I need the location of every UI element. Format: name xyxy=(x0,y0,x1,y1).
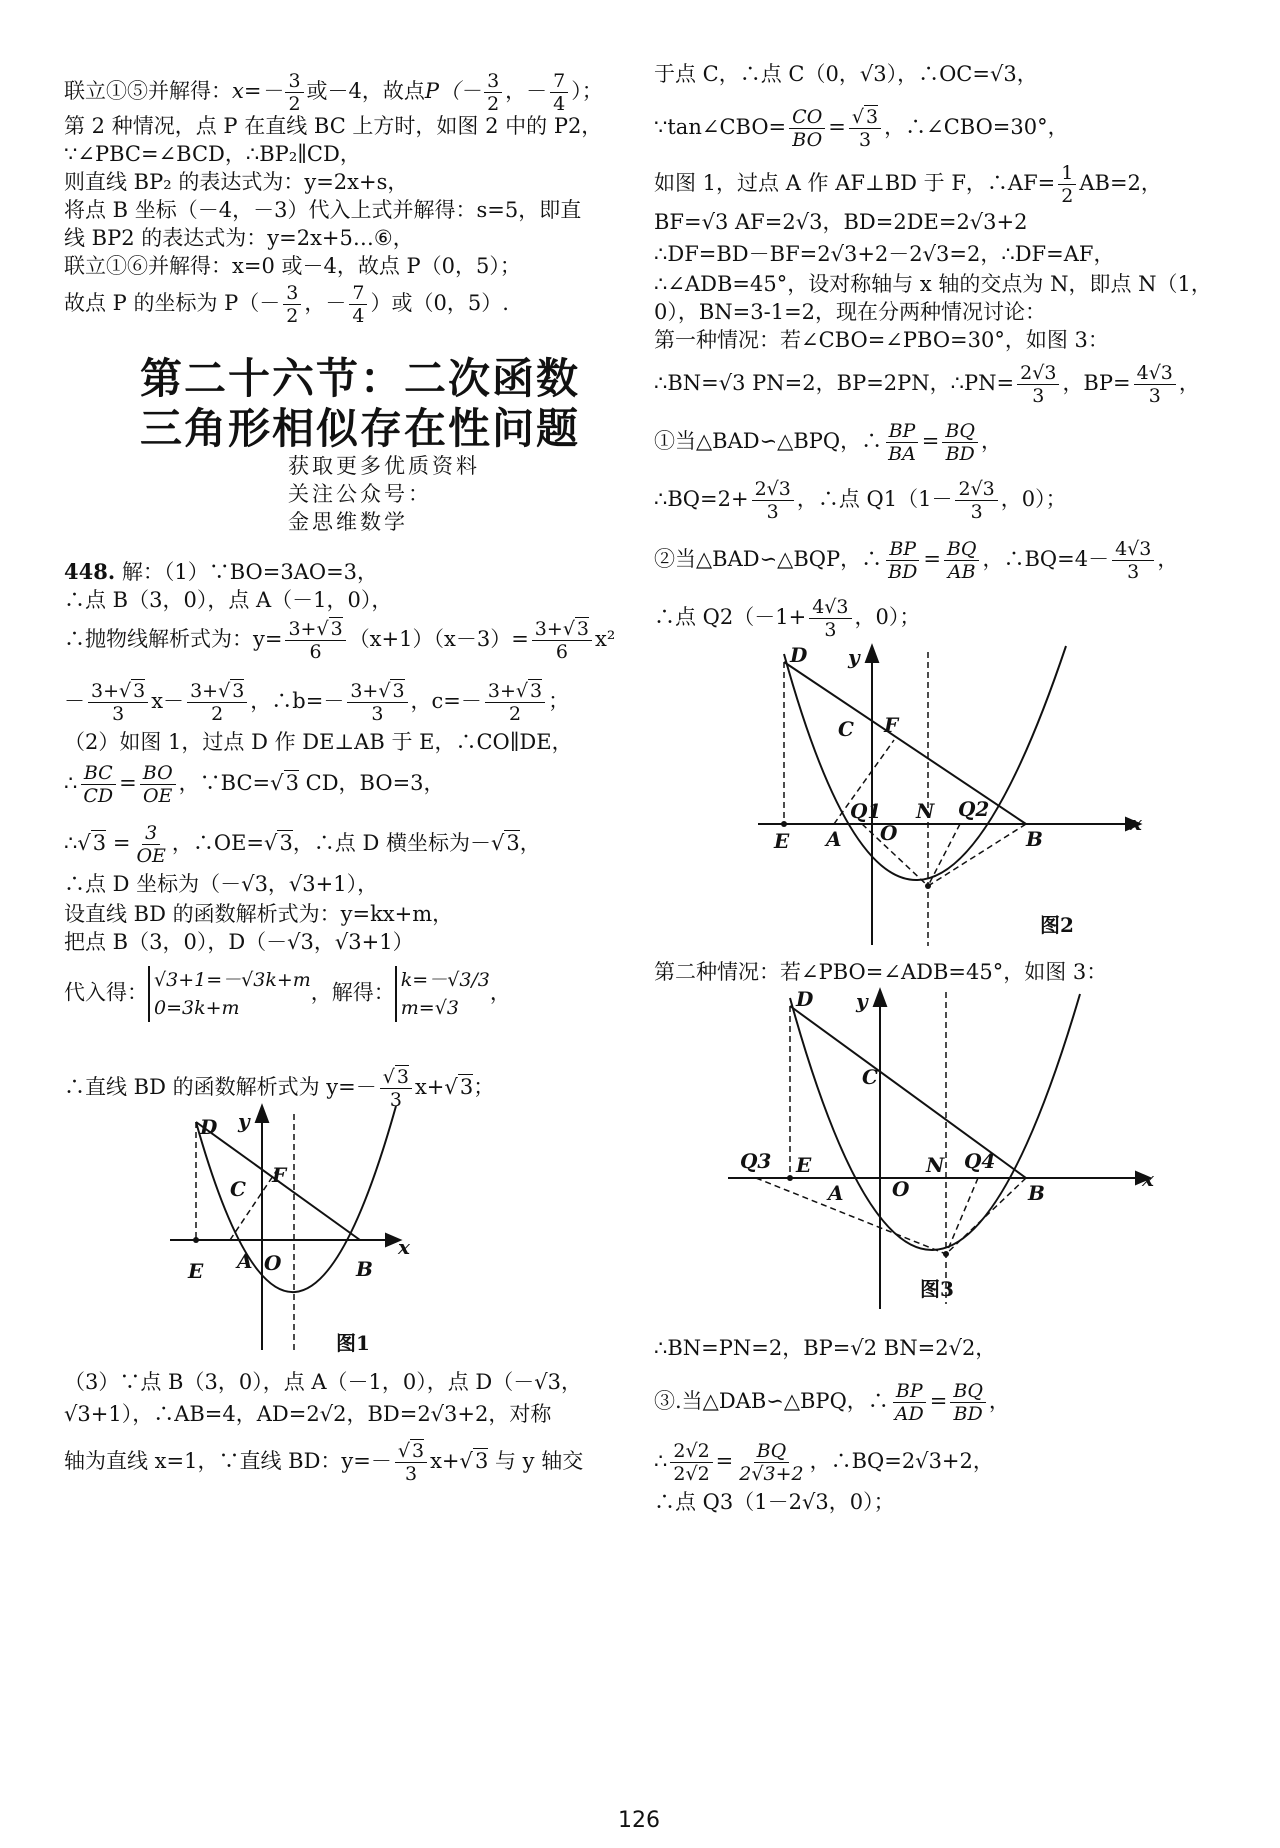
text-span: ，∵BC= xyxy=(178,771,271,795)
point-p xyxy=(925,883,931,889)
numerator: 4√3 xyxy=(809,596,851,619)
numerator: BC xyxy=(81,762,116,785)
label-y: y xyxy=(856,989,868,1013)
denominator: BO xyxy=(792,129,823,151)
y-axis-arrow-icon xyxy=(866,646,878,662)
numerator: √ 3 xyxy=(380,1066,412,1089)
text-line: ∴√ 3 = $\frac{3}{OE}$ ，∴OE=√ 3，∴点 D 横坐标为－√ 3， xyxy=(64,822,541,867)
fraction xyxy=(347,680,407,725)
section-title: 第二十六节：二次函数 xyxy=(140,354,581,403)
denominator: BD xyxy=(945,443,975,465)
fraction xyxy=(532,618,592,663)
text-span: AB=2， xyxy=(1079,171,1162,195)
text-line: ∴DF=BD－BF=2√3+2－2√3=2，∴DF=AF， xyxy=(654,242,1115,266)
text-line xyxy=(654,1380,1010,1425)
numerator: 3 xyxy=(283,282,301,305)
text-span: 3+ xyxy=(190,680,219,702)
promo-line: 金思维数学 xyxy=(288,510,408,534)
denominator: 2√3+2 xyxy=(739,1463,804,1485)
text-span: 如图 1，过点 A 作 AF⊥BD 于 F，∴AF= xyxy=(654,171,1056,195)
label-n: N xyxy=(916,799,935,823)
numerator: 3 xyxy=(142,822,160,845)
label-a: A xyxy=(237,1249,253,1273)
text-span: ∴ xyxy=(654,1449,668,1473)
label-x: x xyxy=(1130,811,1142,835)
text-line xyxy=(654,162,1162,207)
fraction xyxy=(550,70,568,115)
text-line xyxy=(64,618,615,663)
label-q4: Q4 xyxy=(964,1149,996,1173)
text-line: 第 2 种情况，点 P 在直线 BC 上方时，如图 2 中的 P2， xyxy=(64,114,603,138)
denominator: 2 xyxy=(288,93,301,115)
text-span: ∴ xyxy=(64,831,78,855)
point-e xyxy=(781,821,787,827)
denominator: BD xyxy=(888,561,918,583)
numerator: 2√3 xyxy=(955,478,997,501)
label-c: C xyxy=(862,1065,878,1089)
fraction xyxy=(187,680,247,725)
denominator: OE xyxy=(142,785,173,807)
label-n: N xyxy=(926,1153,945,1177)
text-span: ∴BN=√3 PN=2，BP=2PN，∴PN= xyxy=(654,371,1015,395)
label-d: D xyxy=(796,987,814,1011)
numerator: 7 xyxy=(550,70,568,93)
text-span: ， xyxy=(988,1389,1010,1413)
text-span: ∴抛物线解析式为：y= xyxy=(64,627,283,651)
text-span: ①当△BAD∽△BPQ，∴ xyxy=(654,429,883,453)
figure-caption: 图1 xyxy=(336,1331,370,1355)
label-o: O xyxy=(880,821,898,845)
text-line: 于点 C，∴点 C（0，√3），∴OC=√3， xyxy=(654,62,1038,86)
numerator: 3 xyxy=(285,70,303,93)
label-e: E xyxy=(796,1153,812,1177)
label-y: y xyxy=(848,645,860,669)
text-line xyxy=(64,558,378,586)
denominator: 3 xyxy=(1032,385,1045,407)
numerator: 4√3 xyxy=(1134,362,1176,385)
point-e xyxy=(787,1175,793,1181)
numerator: 3+√ 3 xyxy=(485,680,545,703)
numerator: BO xyxy=(140,762,176,785)
numerator: BP xyxy=(886,538,919,561)
text-span: = xyxy=(929,1389,948,1413)
numerator: 3+√ 3 xyxy=(285,618,345,641)
numerator: 7 xyxy=(349,282,367,305)
denominator: 3 xyxy=(1127,561,1140,583)
label-f: F xyxy=(272,1163,287,1187)
text-span: x² xyxy=(595,627,616,651)
numerator: BQ xyxy=(944,538,980,561)
text-span: ， xyxy=(1178,371,1200,395)
numerator: 4√3 xyxy=(1112,538,1154,561)
text-span: ，∴点 Q1（1－ xyxy=(796,487,953,511)
text-span: = xyxy=(112,831,131,855)
text-line: ∴BN=PN=2，BP=√2 BN=2√2， xyxy=(654,1336,997,1360)
text-line: 轴为直线 x=1，∵直线 BD：y=－ √ $\frac{3}{3}$ x+√ 3 与 y 轴交 xyxy=(64,1440,583,1485)
line-bd xyxy=(784,662,1026,824)
equation-system xyxy=(395,966,490,1022)
label-f: F xyxy=(884,713,899,737)
equation: √3+1=－√3k+m xyxy=(154,969,311,991)
text-span: ，∴BQ=4－ xyxy=(982,547,1110,571)
label-a: A xyxy=(828,1181,844,1205)
equation-system xyxy=(148,966,311,1022)
denominator: 3 xyxy=(824,619,837,641)
figure-caption: 图2 xyxy=(1040,913,1074,937)
text-line: ∴∠ADB=45°，设对称轴与 x 轴的交点为 N，即点 N（1， xyxy=(654,272,1212,296)
text-span: = xyxy=(715,1449,734,1473)
fraction xyxy=(944,538,980,583)
numerator: BQ xyxy=(942,420,978,443)
label-x: x xyxy=(1142,1167,1154,1191)
denominator: 2 xyxy=(508,703,522,725)
text-span: 解：（1）∵BO=3AO=3， xyxy=(121,560,379,584)
numerator: 1 xyxy=(1058,162,1076,185)
sqrt-sign xyxy=(563,618,575,640)
numerator: 2√2 xyxy=(670,1440,712,1463)
text-span: x－ xyxy=(151,689,185,713)
label-q1: Q1 xyxy=(850,799,882,823)
fraction xyxy=(752,478,794,523)
denominator: OE xyxy=(136,845,166,867)
text-span: ， xyxy=(980,429,1002,453)
fraction xyxy=(670,1440,712,1485)
text-line: （2）如图 1，过点 D 作 DE⊥AB 于 E，∴CO∥DE， xyxy=(64,730,573,754)
text-line xyxy=(654,362,1200,407)
fraction xyxy=(1134,362,1176,407)
numerator: BP xyxy=(893,1380,926,1403)
fraction xyxy=(789,106,825,151)
label-d: D xyxy=(200,1115,218,1139)
text-span: ，－ xyxy=(304,291,347,315)
sqrt-sign xyxy=(316,618,328,640)
numerator: 3+√ 3 xyxy=(88,680,148,703)
text-line xyxy=(654,1440,994,1485)
dashed-bp xyxy=(946,1178,1026,1254)
equation: m=√3 xyxy=(400,997,459,1019)
text-line: 设直线 BD 的函数解析式为：y=kx+m， xyxy=(64,902,454,926)
denominator: BD xyxy=(953,1403,983,1425)
figure-caption: 图3 xyxy=(920,1277,954,1301)
numerator: 3+√ 3 xyxy=(347,680,407,703)
text-line: ∴点 Q3（1－2√3，0）； xyxy=(654,1490,895,1514)
label-o: O xyxy=(892,1177,910,1201)
denominator: 6 xyxy=(309,641,322,663)
y-axis-arrow-icon xyxy=(874,990,886,1006)
text-span: ，c=－ xyxy=(410,689,482,713)
denominator: 6 xyxy=(555,641,568,663)
text-line xyxy=(64,680,569,725)
fraction: √ $\frac{3}{3}$ xyxy=(849,106,881,151)
text-line: ∴点 B（3，0），点 A（－1，0）， xyxy=(64,588,393,612)
dashed-q4p xyxy=(946,1178,978,1254)
fraction xyxy=(1112,538,1154,583)
text-line xyxy=(654,596,920,641)
label-o: O xyxy=(264,1251,282,1275)
denominator: 2 xyxy=(1061,185,1074,207)
fraction xyxy=(950,1380,986,1425)
promo-line: 获取更多优质资料 xyxy=(288,454,480,478)
label-a: A xyxy=(826,827,842,851)
denominator: BA xyxy=(888,443,916,465)
problem-number: 448. xyxy=(64,559,116,584)
text-span: ，∴点 D 横坐标为－ xyxy=(292,831,491,855)
denominator: CD xyxy=(83,785,114,807)
text-span: 3+ xyxy=(350,680,379,702)
text-span: ， xyxy=(489,980,511,1005)
numerator: BQ xyxy=(950,1380,986,1403)
label-b: B xyxy=(1026,827,1043,851)
dashed-bp xyxy=(928,824,1026,886)
label-b: B xyxy=(1028,1181,1045,1205)
text-line: （3）∵点 B（3，0），点 A（－1，0），点 D（－√3， xyxy=(64,1370,583,1394)
fraction xyxy=(88,680,148,725)
fraction xyxy=(942,420,978,465)
text-line: 将点 B 坐标（－4，－3）代入上式并解得：s=5，即直 xyxy=(64,198,582,222)
fraction xyxy=(140,762,176,807)
label-e: E xyxy=(774,829,790,853)
text-span: 与 y 轴交 xyxy=(495,1449,584,1473)
text-span: = xyxy=(828,115,846,139)
label-b: B xyxy=(356,1257,373,1281)
denominator: 3 xyxy=(970,501,983,523)
text-span: 或－4，故点 xyxy=(306,79,425,103)
denominator: 3 xyxy=(112,703,125,725)
label-d: D xyxy=(790,643,808,667)
text-line: √3+1），∴AB=4，AD=2√2，BD=2√3+2，对称 xyxy=(64,1402,552,1426)
label-y: y xyxy=(238,1109,250,1133)
denominator: 4 xyxy=(352,305,365,327)
text-line: BF=√3 AF=2√3，BD=2DE=2√3+2 xyxy=(654,210,1028,234)
text-span: ，∴BQ=2√3+2， xyxy=(809,1449,994,1473)
text-span: 联立①⑤并解得： xyxy=(64,79,232,103)
text-span: （x+1）（x－3）= xyxy=(348,627,529,651)
text-span: ∵tan∠CBO= xyxy=(654,115,787,139)
text-span: ∴BQ=2+ xyxy=(654,487,749,511)
text-line xyxy=(654,106,1069,151)
text-span: ，0）； xyxy=(854,605,921,629)
text-line xyxy=(64,282,509,327)
denominator: 2 xyxy=(286,305,299,327)
text-span: ∴点 Q2（－1+ xyxy=(654,605,807,629)
fraction xyxy=(485,680,545,725)
text-span: ， xyxy=(519,831,541,855)
text-span: ∴直线 BD 的函数解析式为 y=－ xyxy=(64,1075,377,1099)
equation: k=－√3/3 xyxy=(400,969,490,991)
numerator: 2√3 xyxy=(1017,362,1059,385)
text-line: ∴直线 BD 的函数解析式为 y=－ √ $\frac{3}{3}$ x+√ 3； xyxy=(64,1066,494,1111)
text-span: ）； xyxy=(571,79,603,103)
numerator: BP xyxy=(886,420,919,443)
denominator: 2 xyxy=(487,93,500,115)
equation: 0=3k+m xyxy=(154,997,240,1019)
denominator: AD xyxy=(894,1403,924,1425)
text-span: 3+ xyxy=(487,680,516,702)
text-line: 联立①⑥并解得：x=0 或－4，故点 P（0，5）； xyxy=(64,254,521,278)
text-span: 3+ xyxy=(288,618,317,640)
denominator: 3 xyxy=(766,501,779,523)
text-span: ，BP= xyxy=(1062,371,1131,395)
fraction xyxy=(285,70,303,115)
text-span: ②当△BAD∽△BQP，∴ xyxy=(654,547,883,571)
fraction xyxy=(955,478,997,523)
text-span: ， xyxy=(1157,547,1179,571)
text-span: P（－ xyxy=(424,79,482,103)
fraction xyxy=(484,70,502,115)
numerator: 2√3 xyxy=(752,478,794,501)
fraction xyxy=(283,282,301,327)
text-span: ，∴b=－ xyxy=(250,689,345,713)
text-span: ，－ xyxy=(505,79,548,103)
text-span: － xyxy=(64,689,85,713)
denominator: 3 xyxy=(389,1089,402,1111)
fraction xyxy=(809,596,851,641)
dashed-q3p xyxy=(756,1178,946,1254)
text-line: 线 BP2 的表达式为：y=2x+5…⑥， xyxy=(64,226,414,250)
text-line xyxy=(654,478,1067,523)
point-p xyxy=(943,1251,949,1257)
text-span: ）或（0，5）. xyxy=(370,291,509,315)
denominator: 3 xyxy=(404,1463,418,1485)
text-span: 故点 P 的坐标为 P（－ xyxy=(64,291,281,315)
fraction xyxy=(1017,362,1059,407)
text-span: = xyxy=(921,429,940,453)
parabola xyxy=(790,994,1080,1250)
label-x: x xyxy=(398,1235,410,1259)
text-span: ，∴OE= xyxy=(171,831,265,855)
numerator: √ 3 xyxy=(395,1440,427,1463)
numerator: 3+√ 3 xyxy=(532,618,592,641)
text-line: 第一种情况：若∠CBO=∠PBO=30°，如图 3： xyxy=(654,328,1109,352)
text-span: 代入得： xyxy=(64,980,148,1005)
text-line: ∴ $\frac{BC}{CD}$ = $\frac{BO}{OE}$ ，∵BC=√ 3 CD，BO=3， xyxy=(64,762,445,807)
text-span: ，∴∠CBO=30°， xyxy=(884,115,1069,139)
text-span: x+ xyxy=(430,1449,460,1473)
text-span: ③.当△DAB∽△BPQ，∴ xyxy=(654,1389,889,1413)
text-line: ∵∠PBC=∠BCD，∴BP₂∥CD， xyxy=(64,142,361,166)
denominator: 4 xyxy=(553,93,566,115)
fraction xyxy=(80,762,116,807)
label-e: E xyxy=(188,1259,204,1283)
denominator: AB xyxy=(947,561,976,583)
fraction xyxy=(885,538,920,583)
text-span: 3+ xyxy=(534,618,563,640)
text-line: 第二种情况：若∠PBO=∠ADB=45°，如图 3： xyxy=(654,960,1108,984)
point-e xyxy=(193,1237,199,1243)
denominator: 2 xyxy=(211,703,224,725)
fraction xyxy=(1058,162,1076,207)
text-line: 0），BN=3-1=2，现在分两种情况讨论： xyxy=(654,300,1047,324)
text-span: ∴ xyxy=(64,771,78,795)
denominator: 2√2 xyxy=(673,1463,710,1485)
numerator: 3+√ 3 xyxy=(187,680,247,703)
text-line xyxy=(654,420,1002,465)
fraction xyxy=(892,1380,927,1425)
text-line: 把点 B（3，0），D（－√3，√3+1） xyxy=(64,930,414,954)
fraction xyxy=(736,1440,806,1485)
text-span: ，解得： xyxy=(310,980,395,1005)
denominator: 3 xyxy=(1148,385,1161,407)
text-line: ∴点 D 坐标为（－√3，√3+1）， xyxy=(64,872,379,896)
fraction xyxy=(285,618,345,663)
numerator: BQ xyxy=(754,1440,790,1463)
text-line xyxy=(64,966,511,1022)
label-c: C xyxy=(230,1177,246,1201)
fraction xyxy=(885,420,919,465)
text-span: ，0）； xyxy=(1000,487,1067,511)
text-span: 轴为直线 x=1，∵直线 BD：y=－ xyxy=(64,1449,392,1473)
figure-1 xyxy=(160,1100,480,1362)
fraction xyxy=(349,282,367,327)
denominator: 3 xyxy=(371,703,384,725)
numerator: CO xyxy=(789,106,825,129)
text-span: = xyxy=(923,547,941,571)
page-number: 126 xyxy=(618,1808,660,1833)
numerator: 3 xyxy=(484,70,502,93)
text-line: 则直线 BP₂ 的表达式为：y=2x+s， xyxy=(64,170,409,194)
text-line xyxy=(654,538,1178,583)
text-span: ； xyxy=(473,1075,495,1099)
section-title: 三角形相似存在性问题 xyxy=(140,404,581,453)
text-span: CD，BO=3， xyxy=(305,771,445,795)
denominator: 3 xyxy=(858,129,872,151)
text-span: 3+ xyxy=(91,680,120,702)
figure-2 xyxy=(750,640,1150,950)
text-span: x+ xyxy=(414,1075,445,1099)
y-axis-arrow-icon xyxy=(256,1106,268,1122)
label-q3: Q3 xyxy=(740,1149,772,1173)
label-q2: Q2 xyxy=(958,797,990,821)
text-line xyxy=(64,70,603,115)
label-c: C xyxy=(838,717,854,741)
fraction xyxy=(133,822,168,867)
text-span: ； xyxy=(548,689,570,713)
fraction xyxy=(395,1440,427,1485)
text-span: x=－ xyxy=(232,79,283,103)
figure-3 xyxy=(720,984,1160,1314)
promo-line: 关注公众号： xyxy=(288,482,432,506)
